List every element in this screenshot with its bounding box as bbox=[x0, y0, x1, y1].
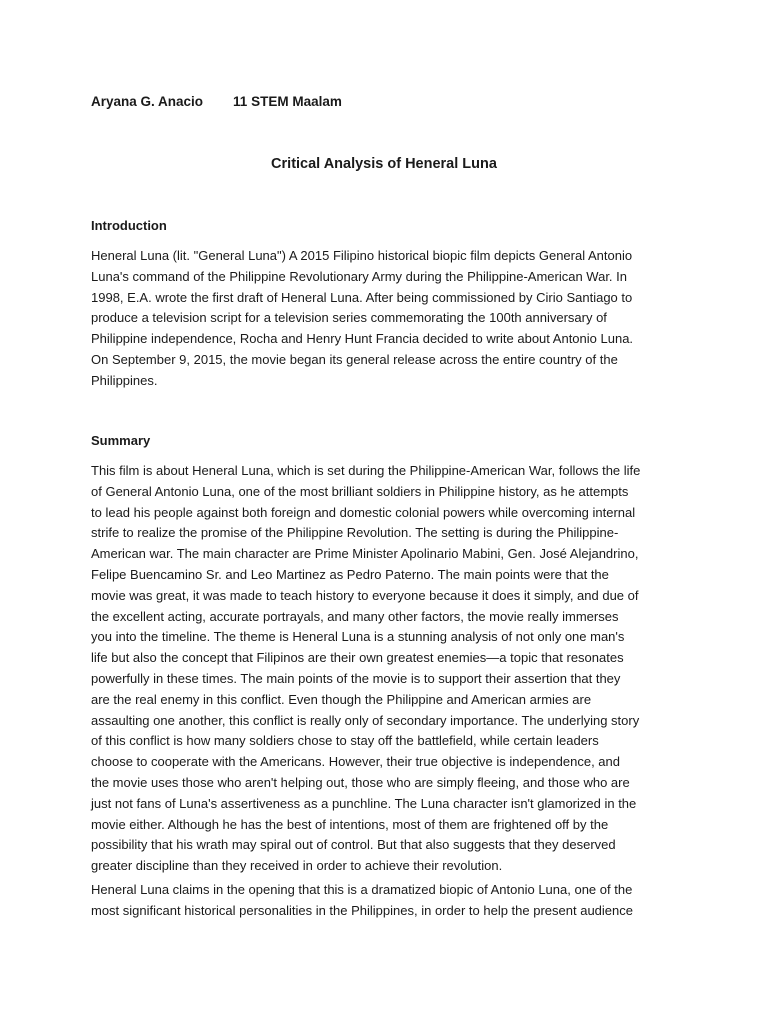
paragraph-line: movie was great, it was made to teach history to everyone because it does it simply, and due of bbox=[91, 587, 639, 603]
author-line bbox=[91, 94, 342, 109]
paragraph-line: of General Antonio Luna, one of the most brilliant soldiers in Philippine history, as he attempts bbox=[91, 483, 629, 499]
paragraph-line: of this conflict is how many soldiers chose to stay off the battlefield, while certain leaders bbox=[91, 733, 599, 749]
paragraph-line: life but also the concept that Filipinos are their own greatest enemies—a topic that resonates bbox=[91, 650, 624, 666]
paragraph-line: the movie uses those who aren't helping out, those who are simply fleeing, and those who are bbox=[91, 774, 630, 790]
paragraph-line: assaulting one another, this conflict is really only of secondary importance. The underlying story bbox=[91, 712, 640, 728]
paragraph-line: movie either. Although he has the best of intentions, most of them are frightened off by the bbox=[91, 816, 609, 832]
paragraph-line: On September 9, 2015, the movie began its general release across the entire country of the bbox=[91, 351, 618, 367]
paragraph-line: Heneral Luna claims in the opening that this is a dramatized biopic of Antonio Luna, one of the bbox=[91, 882, 633, 897]
paragraph-line: you into the timeline. The theme is Heneral Luna is a stunning analysis of not only one man's bbox=[91, 629, 625, 645]
paragraph-line: 1998, E.A. wrote the first draft of Heneral Luna. After being commissioned by Cirio Santiago to bbox=[91, 289, 633, 305]
paragraph-line: Felipe Buencamino Sr. and Leo Martinez as Pedro Paterno. The main points were that the bbox=[91, 566, 609, 582]
summary-heading: Summary bbox=[91, 433, 151, 448]
paragraph-line: produce a television script for a television series commemorating the 100th anniversary of bbox=[91, 310, 607, 326]
paragraph-line: greater discipline than they received in order to achieve their revolution. bbox=[91, 858, 503, 874]
introduction-paragraph bbox=[91, 246, 681, 392]
summary-paragraph bbox=[91, 461, 681, 877]
paragraph-line: This film is about Heneral Luna, which is set during the Philippine-American War, follows the life bbox=[91, 463, 641, 478]
paragraph-line: powerfully in these times. The main points of the movie is to support their assertion that they bbox=[91, 670, 621, 686]
paragraph-line: are the real enemy in this conflict. Even though the Philippine and American armies are bbox=[91, 691, 592, 707]
paragraph-line: Philippines. bbox=[91, 372, 158, 388]
closing-paragraph bbox=[91, 880, 681, 922]
paragraph-line: Heneral Luna (lit. "General Luna") A 2015 Filipino historical biopic film depicts General Antonio bbox=[91, 248, 633, 263]
paragraph-line: American war. The main character are Prime Minister Apolinario Mabini, Gen. José Alejandrino, bbox=[91, 546, 639, 562]
class-section: 11 STEM Maalam bbox=[233, 94, 342, 109]
introduction-heading: Introduction bbox=[91, 218, 167, 233]
paragraph-line: strife to realize the promise of the Philippine Revolution. The setting is during the Philippine- bbox=[91, 525, 619, 541]
paragraph-line: most significant historical personalities in the Philippines, in order to help the present audience bbox=[91, 902, 633, 918]
paragraph-line: the excellent acting, accurate portrayals, and many other factors, the movie really immerses bbox=[91, 608, 619, 624]
paragraph-line: to lead his people against both foreign and domestic colonial powers while overcoming internal bbox=[91, 504, 636, 520]
paragraph-line: Philippine independence, Rocha and Henry Hunt Francia decided to write about Antonio Luna. bbox=[91, 331, 634, 347]
author-name: Aryana G. Anacio bbox=[91, 94, 204, 109]
paragraph-line: choose to cooperate with the Americans. However, their true objective is independence, and bbox=[91, 754, 620, 770]
paragraph-line: just not fans of Luna's assertiveness as a punchline. The Luna character isn't glamorized in the bbox=[91, 795, 637, 811]
document-title: Critical Analysis of Heneral Luna bbox=[271, 156, 497, 172]
paragraph-line: Luna's command of the Philippine Revolutionary Army during the Philippine-American War. In bbox=[91, 268, 627, 284]
paragraph-line: possibility that his wrath may spiral out of control. But that also suggests that they deserved bbox=[91, 837, 616, 853]
